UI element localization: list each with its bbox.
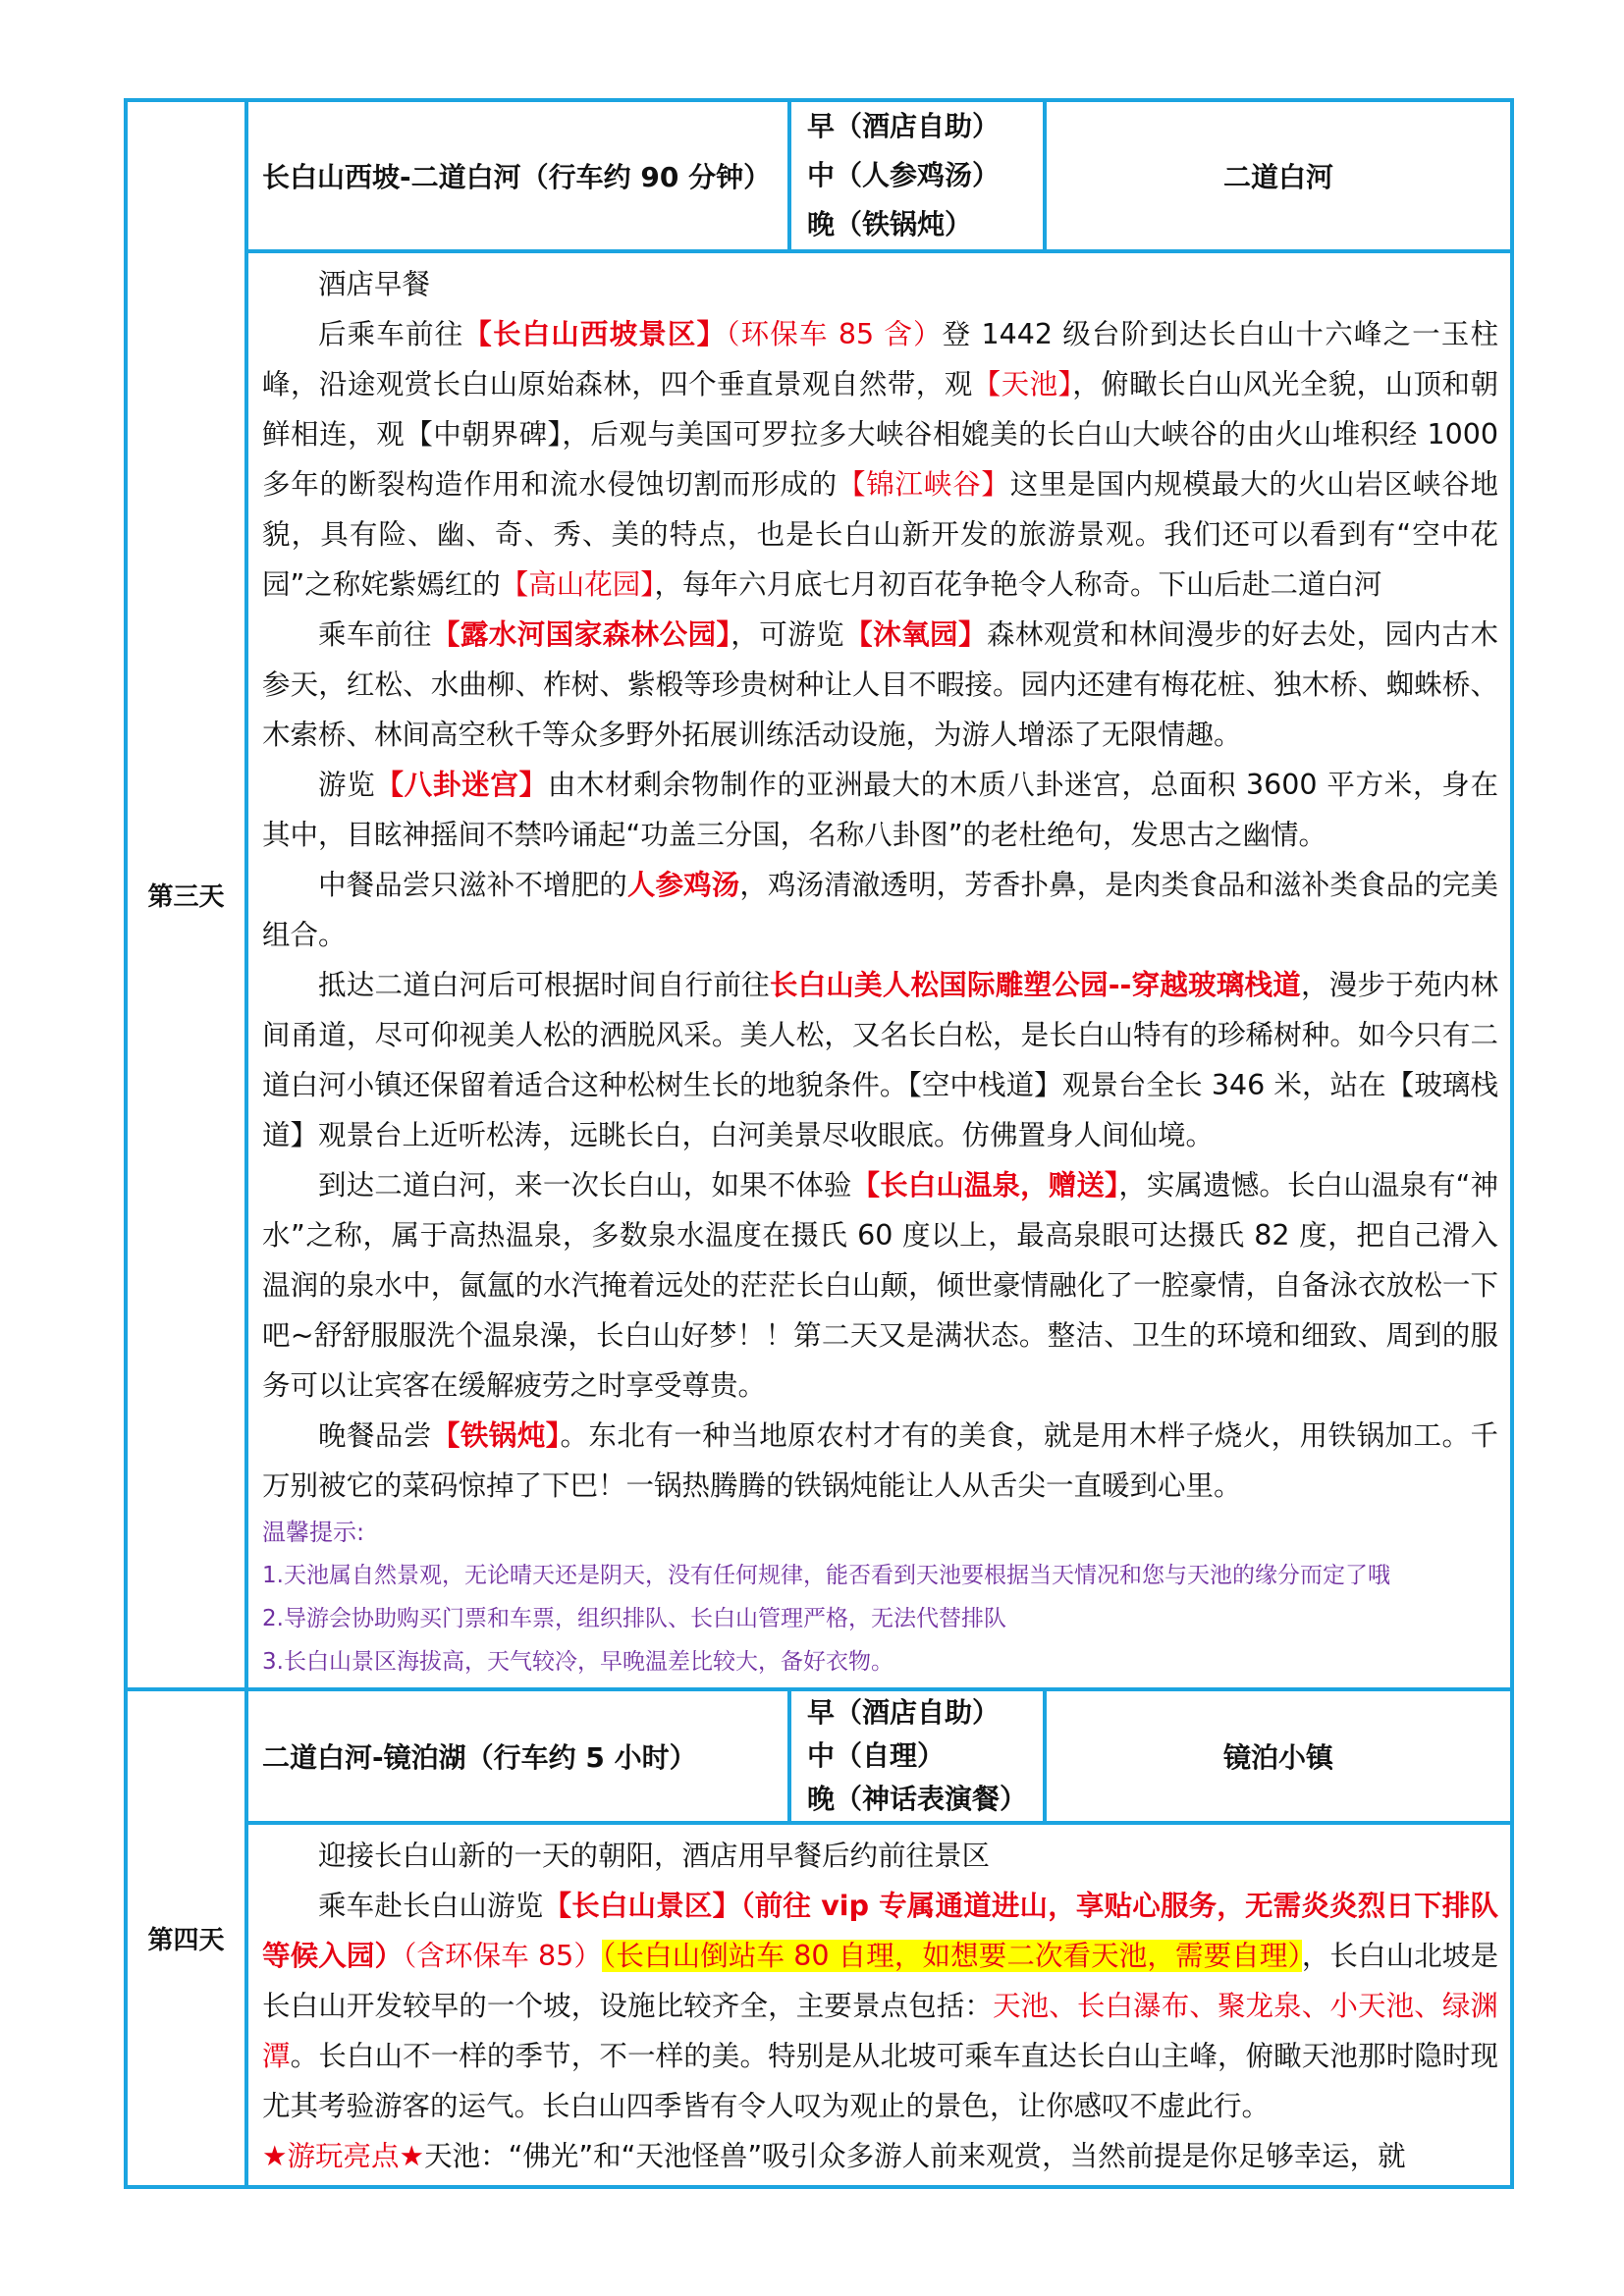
note-highlight: （前往 vip 专属通道进山，享贴心服务，无需炎炎烈日下排队等候入园） (262, 1890, 1498, 1972)
text-span: 中餐品尝只滋补不增肥的 (318, 869, 627, 901)
spot-highlight: 【高山花园】 (500, 568, 655, 601)
day4-paragraph-2 (262, 1881, 1498, 2131)
day3-label: 第三天 (126, 100, 246, 1689)
text-span: 森林观赏和林间漫步的好去处，园内古木参天，红松、水曲柳、柞树、紫椴等珍贵树种让人目不暇接。园内还建有梅花桩、独木桥、蜘蛛桥、木索桥、林间高空秋千等众多野外拓展训练活动设施，为游人增添了无限情趣。 (262, 618, 1498, 751)
day4-paragraph-1: 迎接长白山新的一天的朝阳，酒店用早餐后约前往景区 (318, 1840, 991, 1872)
spot-highlight: 【长白山景区】 (543, 1890, 741, 1922)
tip-item-3: 3.长白山景区海拔高，天气较冷，早晚温差比较大，备好衣物。 (262, 1649, 893, 1675)
spot-highlight: 【天池】 (972, 368, 1073, 400)
text-span: 天池：“佛光”和“天池怪兽”吸引众多游人前来观赏，当然前提是你足够幸运，就 (424, 2140, 1406, 2172)
text-span: 游览 (318, 769, 376, 801)
day3-paragraph-7 (262, 1160, 1498, 1411)
spot-highlight: 【铁锅炖】 (431, 1419, 561, 1452)
spot-highlight: 人参鸡汤 (626, 869, 740, 901)
spot-highlight: 【八卦迷宫】 (375, 769, 548, 801)
day4-content (246, 1823, 1512, 2187)
day3-meals (789, 100, 1045, 251)
text-span: 登 1442 级台阶到达长白山十六峰之一玉柱峰，沿途观赏长白山原始森林，四个垂直景观自然带，观 (262, 318, 1498, 400)
day3-meal-breakfast: 早（酒店自助） (807, 110, 1001, 142)
text-span: ，实属遗憾。长白山温泉有“神水”之称，属于高热温泉，多数泉水温度在摄氏 60 度以上，最高泉眼可达摄氏 82 度，把自己滑入温润的泉水中，氤氲的水汽掩着远处的茫茫长白山颠，倾世豪情融化了一腔豪情，自备泳衣放松一下吧~舒舒服服洗个温泉澡，长白山好梦！！第二天又是满状态。整洁、卫生的环境和细致、周到的服务可以让宾客在缓解疲劳之时享受尊贵。 (262, 1169, 1498, 1402)
text-span: ，每年六月底七月初百花争艳令人称奇。下山后赴二道白河 (654, 568, 1382, 601)
note-highlight: （含环保车 85） (403, 1940, 603, 1972)
text-span: ，长白山北坡是长白山开发较早的一个坡，设施比较齐全，主要景点包括： (262, 1940, 1498, 2022)
spot-highlight: 天池、长白瀑布、聚龙泉、小天池、绿渊潭 (262, 1990, 1498, 2072)
spot-highlight: 【长白山西坡景区】 (463, 318, 727, 350)
day4-header-row (126, 1689, 1512, 1823)
tip-item-2: 2.导游会协助购买门票和车票，组织排队、长白山管理严格，无法代替排队 (262, 1606, 1006, 1631)
text-span: ，可游览 (731, 618, 845, 651)
text-span: ，鸡汤清澈透明，芳香扑鼻，是肉类食品和滋补类食品的完美组合。 (262, 869, 1498, 951)
day3-paragraph-5 (262, 860, 1498, 960)
text-span: 。东北有一种当地原农村才有的美食，就是用木柈子烧火，用铁锅加工。千万别被它的菜码惊掉了下巴！一锅热腾腾的铁锅炖能让人从舌尖一直暖到心里。 (262, 1419, 1498, 1502)
day3-paragraph-3 (262, 610, 1498, 760)
text-span: 由木材剩余物制作的亚洲最大的木质八卦迷宫，总面积 3600 平方米，身在其中，目眩神摇间不禁吟诵起“功盖三分国，名称八卦图”的老杜绝句，发思古之幽情。 (262, 769, 1498, 851)
day4-meal-breakfast: 早（酒店自助） (807, 1696, 1001, 1729)
day3-paragraph-1: 酒店早餐 (318, 268, 431, 300)
highlight-star-label: ★游玩亮点★ (262, 2140, 425, 2172)
day4-hotel: 镜泊小镇 (1045, 1689, 1512, 1823)
day3-paragraph-8 (262, 1411, 1498, 1511)
text-span: 这里是国内规模最大的火山岩区峡谷地貌，具有险、幽、奇、秀、美的特点，也是长白山新开发的旅游景观。我们还可以看到有“空中花园”之称姹紫嫣红的 (262, 468, 1498, 601)
day4-content-row (126, 1823, 1512, 2187)
day3-tips (262, 1511, 1498, 1683)
text-span: ，俯瞰长白山风光全貌，山顶和朝鲜相连，观【中朝界碑】，后观与美国可罗拉多大峡谷相媲美的长白山大峡谷的由火山堆积经 1000 多年的断裂构造作用和流水侵蚀切割而形成的 (262, 368, 1498, 501)
day4-meal-dinner: 晚（神话表演餐） (807, 1783, 1028, 1815)
yellow-marked-note: （长白山倒站车 80 自理，如想要二次看天池，需要自理） (602, 1940, 1302, 1972)
text-span: 抵达二道白河后可根据时间自行前往 (318, 969, 770, 1001)
spot-highlight: 【锦江峡谷】 (837, 468, 1010, 501)
day3-meal-dinner: 晚（铁锅炖） (807, 208, 973, 240)
spot-highlight: 【露水河国家森林公园】 (431, 618, 731, 651)
spot-highlight: 长白山美人松国际雕塑公园--穿越玻璃栈道 (769, 969, 1302, 1001)
day3-header-row (126, 100, 1512, 251)
spot-highlight: 【沐氧园】 (844, 618, 987, 651)
text-span: 晚餐品尝 (318, 1419, 432, 1452)
day3-hotel: 二道白河 (1045, 100, 1512, 251)
tips-title: 温馨提示: (262, 1519, 365, 1546)
text-span: 。长白山不一样的季节，不一样的美。特别是从北坡可乘车直达长白山主峰，俯瞰天池那时隐时现尤其考验游客的运气。长白山四季皆有令人叹为观止的景色，让你感叹不虚此行。 (262, 2040, 1498, 2122)
day3-content (246, 251, 1512, 1689)
itinerary-table (124, 98, 1514, 2189)
day4-meal-lunch: 中（自理） (807, 1739, 946, 1772)
text-span: 乘车前往 (318, 618, 432, 651)
text-span: 到达二道白河，来一次长白山，如果不体验 (318, 1169, 852, 1201)
tip-item-1: 1.天池属自然景观，无论晴天还是阴天，没有任何规律，能否看到天池要根据当天情况和您与天池的缘分而定了哦 (262, 1563, 1390, 1588)
day3-route: 长白山西坡-二道白河（行车约 90 分钟） (246, 100, 789, 251)
spot-highlight: 【长白山温泉，赠送】 (851, 1169, 1119, 1201)
day4-label: 第四天 (126, 1689, 246, 2187)
day4-paragraph-3 (262, 2131, 1498, 2181)
day3-meal-lunch: 中（人参鸡汤） (807, 159, 1001, 191)
note-highlight: （环保车 85 含） (726, 318, 943, 350)
day4-meals (789, 1689, 1045, 1823)
day3-content-row (126, 251, 1512, 1689)
text-span: 后乘车前往 (318, 318, 464, 350)
text-span: 乘车赴长白山游览 (318, 1890, 544, 1922)
day3-paragraph-6 (262, 960, 1498, 1160)
text-span: ，漫步于苑内林间甬道，尽可仰视美人松的洒脱风采。美人松，又名长白松，是长白山特有的珍稀树种。如今只有二道白河小镇还保留着适合这种松树生长的地貌条件。【空中栈道】观景台全长 346 米，站在【玻璃栈道】观景台上近听松涛，远眺长白，白河美景尽收眼底。仿佛置身人间仙境。 (262, 969, 1498, 1151)
day3-paragraph-2 (262, 309, 1498, 610)
day3-paragraph-4 (262, 760, 1498, 860)
day4-route: 二道白河-镜泊湖（行车约 5 小时） (246, 1689, 789, 1823)
